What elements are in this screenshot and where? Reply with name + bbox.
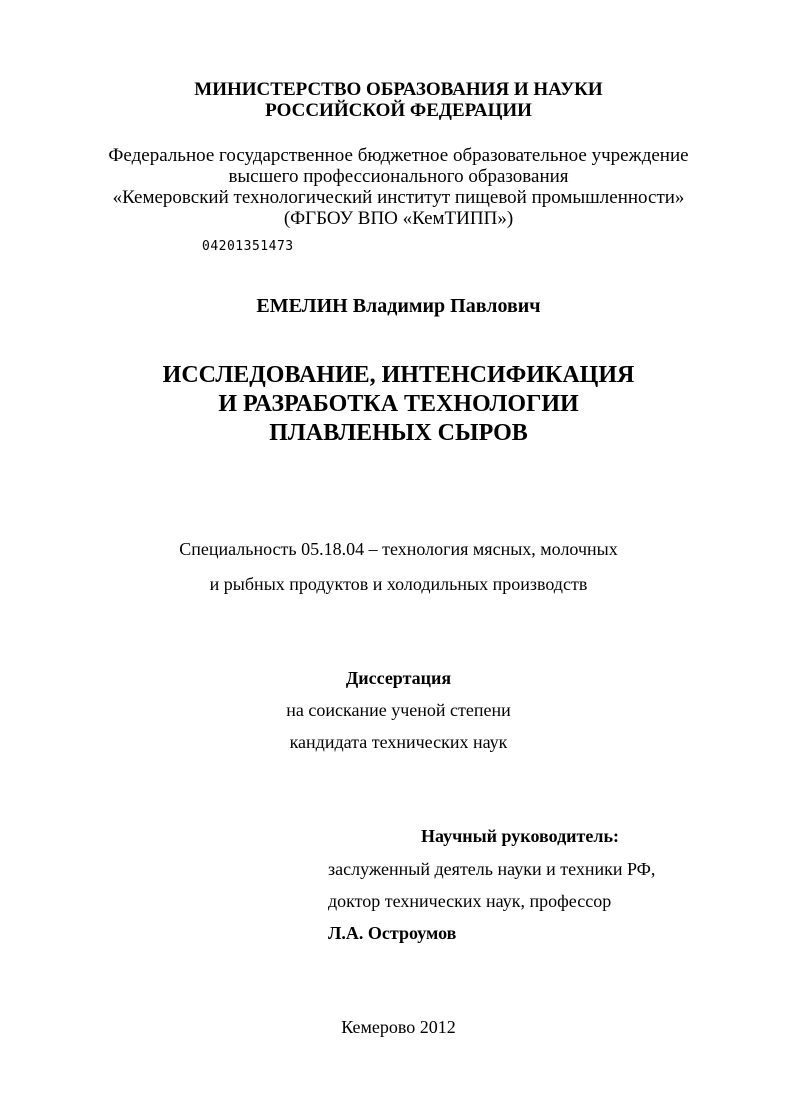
institution-line-3: «Кемеровский технологический институт пищевой промышленности» bbox=[112, 187, 685, 208]
author-name: ЕМЕЛИН Владимир Павлович bbox=[256, 295, 541, 317]
supervisor-label: Научный руководитель: bbox=[421, 826, 619, 846]
dissertation-line-1: на соискание ученой степени bbox=[286, 700, 511, 720]
title-line-3: ПЛАВЛЕНЫХ СЫРОВ bbox=[269, 420, 528, 446]
supervisor-line-2: доктор технических наук, профессор bbox=[328, 891, 612, 911]
specialty-line-1: Специальность 05.18.04 – технология мясных, молочных bbox=[179, 539, 618, 559]
institution-line-4: (ФГБОУ ВПО «КемТИПП») bbox=[283, 208, 514, 229]
ministry-line-2: РОССИЙСКОЙ ФЕДЕРАЦИИ bbox=[265, 100, 532, 121]
supervisor-line-1: заслуженный деятель науки и техники РФ, bbox=[328, 859, 656, 879]
city-year: Кемерово 2012 bbox=[341, 1017, 456, 1037]
dissertation-line-2: кандидата технических наук bbox=[289, 732, 508, 752]
supervisor-name: Л.А. Остроумов bbox=[328, 923, 457, 943]
ministry-line-1: МИНИСТЕРСТВО ОБРАЗОВАНИЯ И НАУКИ bbox=[194, 79, 603, 100]
record-code: 04201351473 bbox=[202, 239, 294, 254]
title-line-1: ИССЛЕДОВАНИЕ, ИНТЕНСИФИКАЦИЯ bbox=[162, 362, 635, 388]
institution-line-2: высшего профессионального образования bbox=[228, 166, 569, 187]
institution-line-1: Федеральное государственное бюджетное образовательное учреждение bbox=[108, 145, 689, 166]
specialty-line-2: и рыбных продуктов и холодильных производств bbox=[209, 574, 588, 594]
title-line-2: И РАЗРАБОТКА ТЕХНОЛОГИИ bbox=[218, 391, 579, 417]
dissertation-label: Диссертация bbox=[345, 668, 452, 688]
